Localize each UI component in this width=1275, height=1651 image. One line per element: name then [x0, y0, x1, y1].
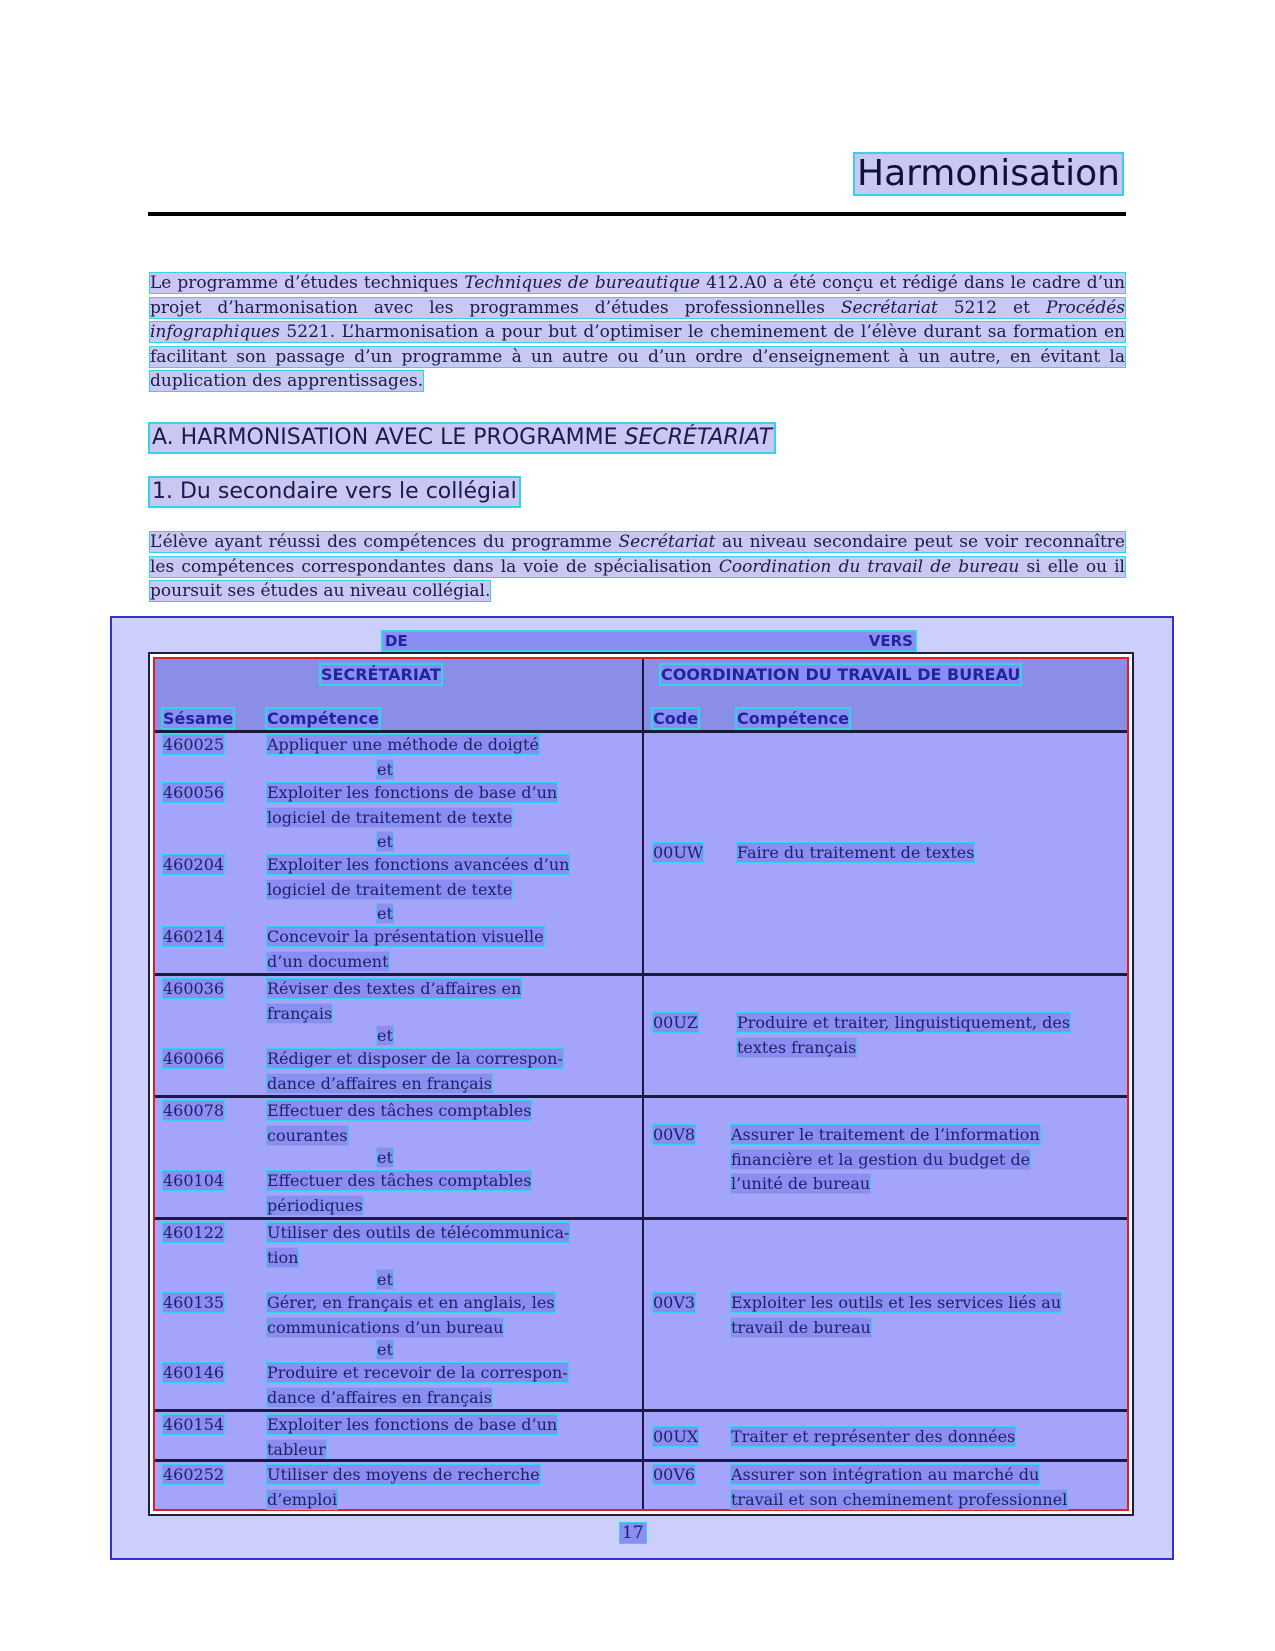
competence-cell: Assurer son intégration au marché du travail et son cheminement professionnel	[731, 1465, 1068, 1509]
competence-cell: Faire du traitement de textes	[737, 843, 975, 862]
sesame-code: 460122	[163, 1223, 225, 1242]
sesame-code: 460252	[163, 1465, 225, 1484]
college-code: 00V6	[653, 1465, 696, 1484]
competence-cell: Effectuer des tâches comptables courantes	[267, 1101, 532, 1145]
col-header-code: Code	[653, 709, 699, 728]
de-vers-label-bar	[383, 632, 915, 650]
row-rule	[155, 1459, 1127, 1462]
col-header-competence-right: Compétence	[737, 709, 849, 728]
sesame-code: 460104	[163, 1171, 225, 1190]
intro-paragraph: Le programme d’études techniques Techniques de bureautique 412.A0 a été conçu et rédigé dans le cadre d’un projet d’harmonisation avec les programmes d’études professionnelles Secrétariat 5212 et Procédés infographiques 5221. L’harmonisation a pour but d’optimiser le cheminement de l’élève durant sa formation en facilitant son passage d’un programme à un autre ou d’un ordre d’enseignement à un autre, en évitant la duplication des apprentissages.	[150, 273, 1125, 391]
connector-et: et	[377, 760, 393, 779]
row-rule	[155, 1409, 1127, 1412]
sesame-code: 460066	[163, 1049, 225, 1068]
competence-cell: Appliquer une méthode de doigté	[267, 735, 539, 754]
competence-cell: Utiliser des moyens de recherche d’emploi	[267, 1465, 540, 1509]
college-code: 00V3	[653, 1293, 696, 1312]
connector-et: et	[377, 1148, 393, 1167]
sesame-code: 460036	[163, 979, 225, 998]
sesame-code: 460025	[163, 735, 225, 754]
competence-cell: Exploiter les fonctions avancées d’un logiciel de traitement de texte	[267, 855, 570, 899]
correspondence-table	[148, 652, 1134, 1516]
row-rule	[155, 973, 1127, 976]
left-program-header: SECRÉTARIAT	[321, 665, 441, 684]
sesame-code: 460214	[163, 927, 225, 946]
section-heading-a: A. HARMONISATION AVEC LE PROGRAMME SECRÉTARIAT	[152, 425, 773, 450]
column-divider	[642, 659, 644, 1509]
competence-cell: Rédiger et disposer de la correspon- dance d’affaires en français	[267, 1049, 563, 1093]
page-number: 17	[622, 1523, 644, 1543]
sesame-code: 460204	[163, 855, 225, 874]
connector-et: et	[377, 1270, 393, 1289]
competence-cell: Gérer, en français et en anglais, les communications d’un bureau	[267, 1293, 555, 1337]
college-code: 00UW	[653, 843, 704, 862]
competence-cell: Effectuer des tâches comptables périodiques	[267, 1171, 532, 1215]
secondary-to-college-paragraph: L’élève ayant réussi des compétences du programme Secrétariat au niveau secondaire peut se voir reconnaître les compétences correspondantes dans la voie de spécialisation Coordination du travail de bureau si elle ou il poursuit ses études au niveau collégial.	[150, 532, 1125, 601]
competence-cell: Utiliser des outils de télécommunica- tion	[267, 1223, 570, 1267]
title-divider	[148, 212, 1126, 216]
sesame-code: 460056	[163, 783, 225, 802]
sesame-code: 460135	[163, 1293, 225, 1312]
sesame-code: 460078	[163, 1101, 225, 1120]
correspondence-table-body	[153, 657, 1129, 1511]
vers-label: VERS	[868, 632, 913, 650]
connector-et: et	[377, 1340, 393, 1359]
competence-cell: Exploiter les fonctions de base d’un tableur	[267, 1415, 558, 1459]
col-header-sesame: Sésame	[163, 709, 234, 728]
competence-cell: Réviser des textes d’affaires en français	[267, 979, 522, 1023]
connector-et: et	[377, 1026, 393, 1045]
row-rule	[155, 1095, 1127, 1098]
competence-cell: Produire et traiter, linguistiquement, des textes français	[737, 1013, 1071, 1057]
college-code: 00V8	[653, 1125, 696, 1144]
de-label: DE	[385, 632, 408, 650]
connector-et: et	[377, 832, 393, 851]
col-header-competence-left: Compétence	[267, 709, 379, 728]
sesame-code: 460146	[163, 1363, 225, 1382]
row-rule	[155, 1217, 1127, 1220]
competence-cell: Exploiter les fonctions de base d’un logiciel de traitement de texte	[267, 783, 558, 827]
competence-cell: Traiter et représenter des données	[731, 1427, 1016, 1446]
competence-cell: Exploiter les outils et les services liés au travail de bureau	[731, 1293, 1062, 1337]
college-code: 00UX	[653, 1427, 699, 1446]
college-code: 00UZ	[653, 1013, 698, 1032]
connector-et: et	[377, 904, 393, 923]
right-program-header: COORDINATION DU TRAVAIL DE BUREAU	[661, 665, 1021, 684]
competence-cell: Produire et recevoir de la correspon- dance d’affaires en français	[267, 1363, 568, 1407]
sesame-code: 460154	[163, 1415, 225, 1434]
competence-cell: Assurer le traitement de l’information financière et la gestion du budget de l’unité de bureau	[731, 1125, 1040, 1193]
subsection-heading-1: 1. Du secondaire vers le collégial	[152, 479, 517, 504]
page-title: Harmonisation	[857, 153, 1120, 194]
competence-cell: Concevoir la présentation visuelle d’un document	[267, 927, 544, 971]
